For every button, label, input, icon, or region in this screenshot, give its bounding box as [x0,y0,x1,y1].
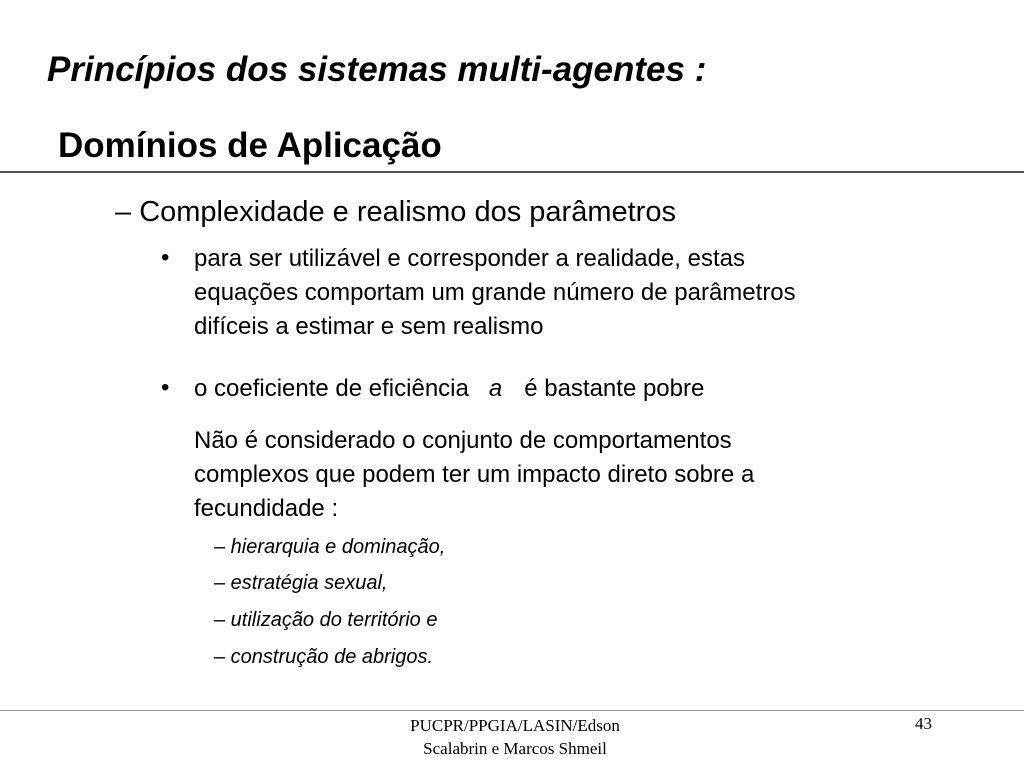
bullet-marker-1: • [161,244,170,271]
page-number: 43 [915,714,932,733]
bullet2-after: é bastante pobre [524,375,705,402]
bullet1-line2: equações comportam um grande número de parâmetros [194,279,796,306]
sub-item-hierarquia: – hierarquia e dominação, [214,536,446,558]
footer-divider [0,710,1024,711]
bullet1-line3: difíceis a estimar e sem realismo [194,313,544,340]
bullet2-before: o coeficiente de eficiência [194,375,469,402]
slide-subtitle: Domínios de Aplicação [58,126,442,165]
paragraph-line3: fecundidade : [194,495,339,522]
bullet-marker-2: • [161,374,170,401]
sub-item-abrigos: – construção de abrigos. [214,646,434,668]
footer-credits [380,714,650,760]
footer-line1: PUCPR/PPGIA/LASIN/Edson [410,716,620,735]
sub-item-territorio: – utilização do território e [214,609,438,631]
slide-title: Princípios dos sistemas multi-agentes : [47,50,707,89]
sub-item-estrategia: – estratégia sexual, [214,572,388,594]
bullet1-line1: para ser utilizável e corresponder a realidade, estas [194,245,745,272]
level1-text: Complexidade e realismo dos parâmetros [139,196,676,228]
paragraph-line1: Não é considerado o conjunto de comportamentos [194,427,732,454]
level1-dash: – [115,196,132,228]
level1-item [115,196,676,229]
footer-line2: Scalabrin e Marcos Shmeil [423,739,607,758]
bullet2-line [194,372,704,406]
title-divider [0,171,1024,173]
bullet2-variable: a [488,375,503,402]
paragraph-line2: complexos que podem ter um impacto direto sobre a [194,461,755,488]
